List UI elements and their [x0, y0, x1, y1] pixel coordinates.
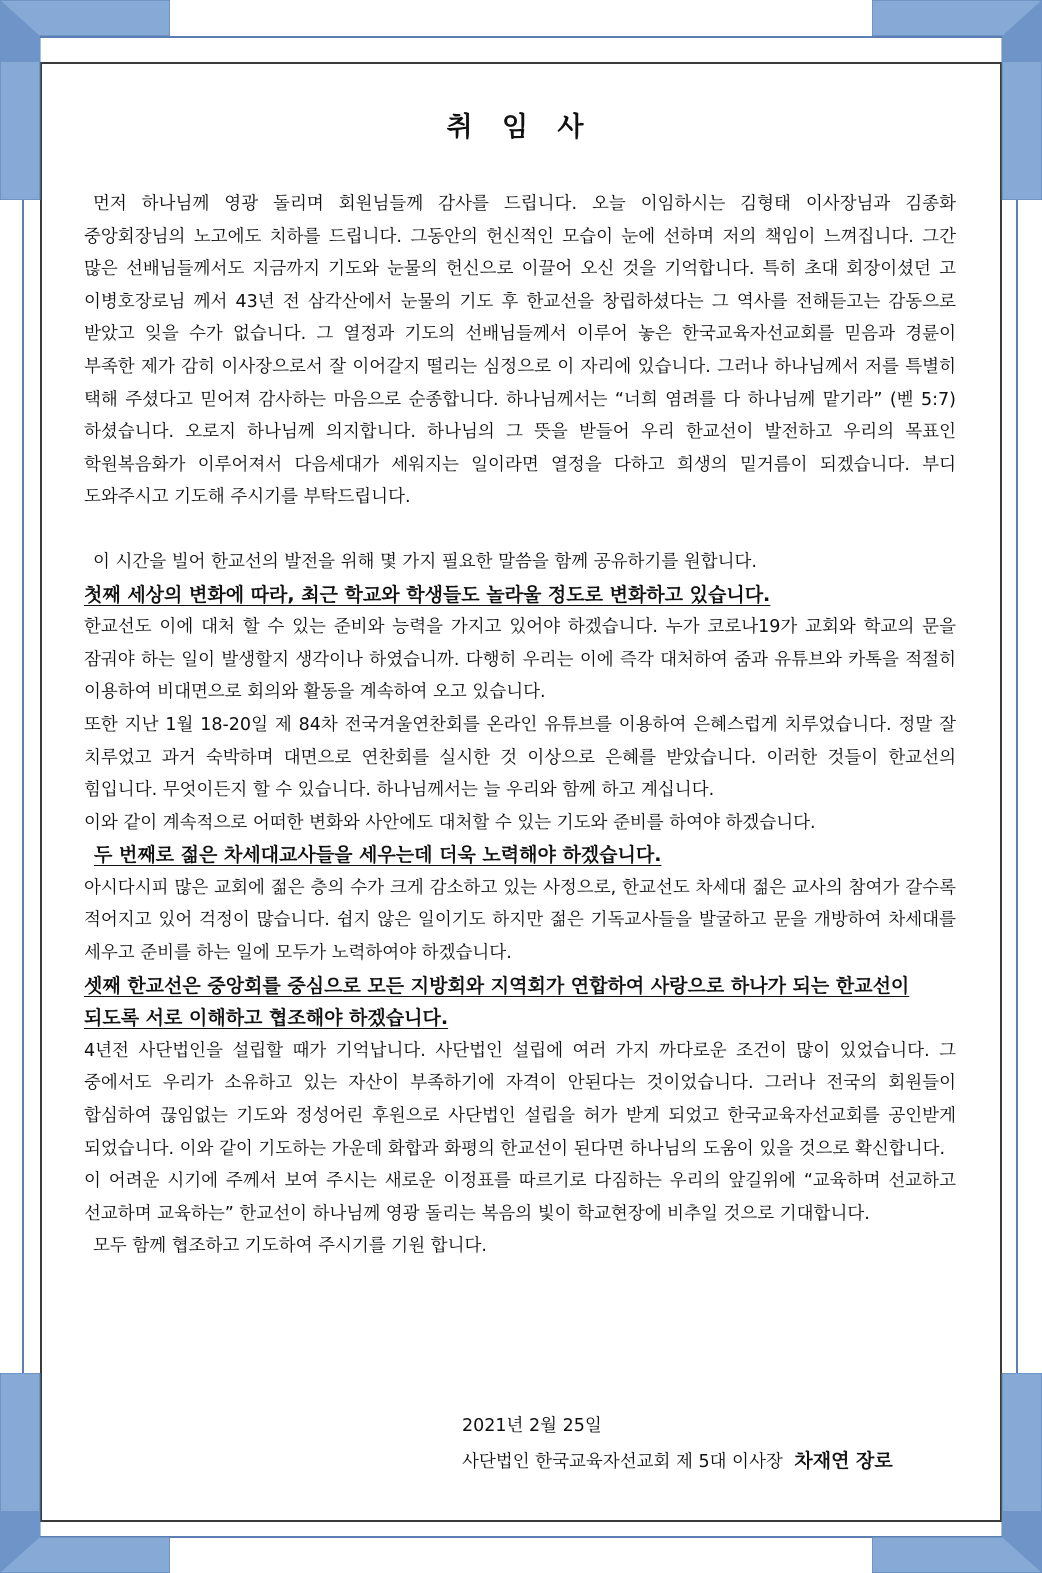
closing-paragraph: 모두 함께 협조하고 기도하여 주시기를 기원 합니다. — [93, 1236, 487, 1257]
signature-line — [462, 1446, 893, 1473]
paragraph-gap — [84, 514, 956, 546]
signature-organization: 사단법인 한국교육자선교회 제 5대 이사장 — [462, 1452, 783, 1472]
section-third-paragraph-1: 4년전 사단법인을 설립할 때가 기억납니다. 사단법인 설립에 여러 가지 까다로운 조건이 많이 있었습니다. 그 중에서도 우리가 소유하고 있는 자산이 부족하기에 자격이 안된다는 것이었습니다. 그러나 전국의 회원들이 합심하여 끊임없는 기도와 정성어린 후원으로 사단법인 설립을 허가 받게 되었고 한국교육자선교회를 공인받게 되었습니다. 이와 같이 기도하는 가운데 화합과 화평의 한교선이 된다면 하나님의 도움이 있을 것으로 확신합니다. — [84, 1040, 956, 1159]
transition-paragraph: 이 시간을 빌어 한교선의 발전을 위해 몇 가지 필요한 말씀을 함께 공유하기를 원합니다. — [93, 551, 757, 572]
section-first-paragraph-2: 또한 지난 1월 18-20일 제 84차 전국겨울연찬회를 온라인 유튜브를 이용하여 은혜스럽게 치루었습니다. 정말 잘 치루었고 과거 숙박하며 대면으로 연찬회를 실시한 것 이상으로 은혜를 받았습니다. 이러한 것들이 한교선의 힘입니다. 무엇이든지 할 수 있습니다. 하나님께서는 늘 우리와 함께 하고 계십니다. — [84, 714, 956, 801]
intro-paragraph: 먼저 하나님께 영광 돌리며 회원님들께 감사를 드립니다. 오늘 이임하시는 김형태 이사장님과 김종화 중앙회장님의 노고에도 치하를 드립니다. 그동안의 헌신적인 모습이 눈에 선하며 저의 책임이 느껴집니다. 그간 많은 선배님들께서도 지금까지 기도와 눈물의 헌신으로 이끌어 오신 것을 기억합니다. 특히 초대 회장이셨던 고 이병호장로님 께서 43년 전 삼각산에서 눈물의 기도 후 한교선을 창립하셨다는 그 역사를 전해듣고는 감동으로 받았고 잊을 수가 없습니다. 그 열정과 기도의 선배님들께서 이루어 놓은 한국교육자선교회를 믿음과 경륜이 부족한 제가 감히 이사장으로서 잘 이어갈지 떨리는 심정으로 이 자리에 있습니다. 그러나 하나님께서 저를 특별히 택해 주셨다고 믿어져 감사하는 마음으로 순종합니다. 하나님께서는 “너희 염려를 다 하나님께 맡기라” (벧 5:7)하셨습니다. 오로지 하나님께 의지합니다. 하나님의 그 뜻을 받들어 우리 한교선이 발전하고 우리의 목표인 학원복음화가 이루어져서 다음세대가 세워지는 일이라면 열정을 다하고 희생의 밑거름이 되겠습니다. 부디 도와주시고 기도해 주시기를 부탁드립니다. — [84, 194, 956, 508]
page-title: 취 임 사 — [446, 112, 594, 143]
section-heading-second: 두 번째로 젊은 차세대교사들을 세우는데 더욱 노력해야 하겠습니다. — [94, 844, 662, 867]
section-heading-first: 첫째 세상의 변화에 따라, 최근 학교와 학생들도 놀라울 정도로 변화하고 있습니다. — [84, 583, 771, 606]
corner-decoration-bottom-right — [872, 1373, 1042, 1573]
section-third-paragraph-2: 이 어려운 시기에 주께서 보여 주시는 새로운 이정표를 따르기로 다짐하는 우리의 앞길위에 “교육하며 선교하고 선교하며 교육하는” 한교선이 하나님께 영광 돌리는 복음의 빛이 학교현장에 비추일 것으로 기대합니다. — [84, 1171, 956, 1224]
document-body — [84, 108, 956, 1263]
section-first-paragraph-1: 한교선도 이에 대처 할 수 있는 준비와 능력을 가지고 있어야 하겠습니다. 누가 코로나19가 교회와 학교의 문을 잠궈야 하는 일이 발생할지 생각이나 하였습니까. 다행히 우리는 이에 즉각 대처하여 줌과 유튜브와 카톡을 적절히 이용하여 비대면으로 회의와 활동을 계속하여 오고 있습니다. — [84, 617, 956, 703]
corner-decoration-bottom-left — [0, 1373, 170, 1573]
section-second-paragraph: 아시다시피 많은 교회에 젊은 층의 수가 크게 감소하고 있는 사정으로, 한교선도 차세대 젊은 교사의 참여가 갈수록 적어지고 있어 걱정이 많습니다. 쉽지 않은 일이기도 하지만 젊은 기독교사들을 발굴하고 문을 개방하여 차세대를 세우고 준비를 하는 일에 모두가 노력하여야 하겠습니다. — [84, 877, 956, 964]
document-date: 2021년 2월 25일 — [462, 1416, 602, 1436]
section-heading-third: 셋째 한교선은 중앙회를 중심으로 모든 지방회와 지역회가 연합하여 사랑으로 하나가 되는 한교선이 되도록 서로 이해하고 협조해야 하겠습니다. — [84, 974, 910, 1030]
signature-name: 차재연 장로 — [794, 1450, 893, 1472]
section-first-paragraph-3: 이와 같이 계속적으로 어떠한 변화와 사안에도 대처할 수 있는 기도와 준비를 하여야 하겠습니다. — [84, 812, 816, 833]
